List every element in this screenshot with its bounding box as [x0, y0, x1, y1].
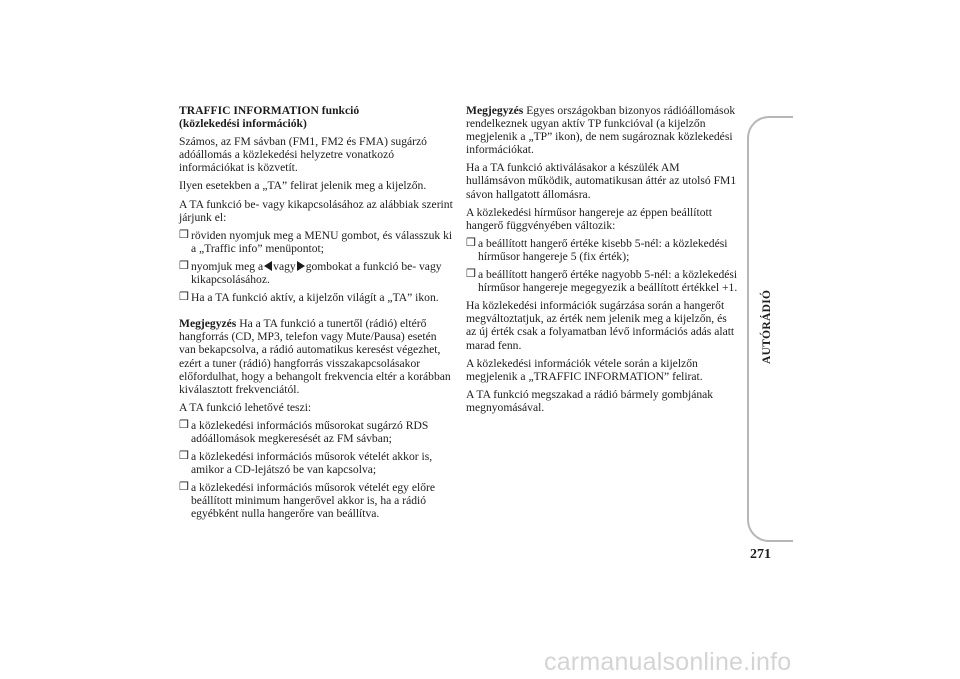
list-item	[466, 268, 738, 294]
paragraph: A TA funkció be- vagy kikapcsolásához az alábbiak szerint járjunk el:	[179, 197, 453, 224]
note-text: Ha a TA funkció a tunertől (rádió) eltérő hangforrás (CD, MP3, telefon vagy Mute/Pausa) esetén van bekapcsolva, a rádió automatikus keresést végezhet, ezért a tuner (rádió) hangforrás visszakapcsolásakor előfordulhat, hogy a behangolt frekvencia eltér a korábban kiválasztott frekvenciától.	[179, 317, 451, 396]
list-item	[179, 229, 453, 255]
paragraph: Számos, az FM sávban (FM1, FM2 és FMA) sugárzó adóállomás a közlekedési helyzetre vonatkozó információkat is közvetít.	[179, 135, 427, 175]
heading-line-2: (közlekedési információk)	[179, 117, 307, 131]
list-item-text: a közlekedési információs műsorok vételét egy előre beállított minimum hangerővel akkor is, ha a rádió egyébként nulla hangerőre van beállítva.	[191, 481, 436, 521]
checkbox-bullet-icon: ❒	[179, 228, 189, 241]
paragraph: Ha közlekedési információk sugárzása során a hangerőt megváltoztatjuk, az érték nem jelenik meg a kijelzőn, és az új érték csak a folyamatban lévő információs adás alatt marad fenn.	[466, 299, 735, 352]
triangle-right-icon	[297, 261, 305, 271]
list-item-text: Ha a TA funkció aktív, a kijelzőn világít a „TA” ikon.	[191, 291, 439, 305]
checkbox-bullet-icon: ❒	[466, 268, 476, 281]
watermark: carmanualsonline.info	[544, 648, 792, 676]
heading-line-1: TRAFFIC INFORMATION funkció	[179, 104, 360, 117]
list-item-text: röviden nyomjuk meg a MENU gombot, és válasszuk ki a „Traffic info” menüpontot;	[191, 228, 453, 255]
list-item	[179, 291, 453, 304]
list-item	[179, 419, 453, 445]
section-title	[757, 289, 777, 368]
paragraph: A TA funkció megszakad a rádió bármely gombjának megnyomásával.	[466, 387, 714, 414]
checkbox-bullet-icon: ❒	[179, 291, 189, 304]
paragraph: A közlekedési információk vétele során a kijelzőn megjelenik a „TRAFFIC INFORMATION” felirat.	[466, 356, 703, 383]
note-label: Megjegyzés	[466, 104, 524, 117]
list-item-text: a beállított hangerő értéke nagyobb 5-nél: a közlekedési hírműsor hangereje megegyezik a beállított értékkel +1.	[478, 268, 738, 295]
right-column	[466, 104, 738, 419]
page-number: 271	[750, 547, 771, 562]
checkbox-bullet-icon: ❒	[179, 259, 189, 272]
section-title-text: AUTÓRÁDIÓ	[761, 289, 773, 364]
list-item-text-post: gombokat a funkció be- vagy kikapcsolásához.	[191, 259, 442, 287]
section-heading	[179, 104, 453, 130]
checkbox-bullet-icon: ❒	[179, 418, 189, 431]
checkbox-bullet-icon: ❒	[179, 481, 189, 494]
list-item	[179, 260, 453, 286]
checkbox-bullet-icon: ❒	[179, 450, 189, 463]
checkbox-bullet-icon: ❒	[466, 236, 476, 249]
list-item	[179, 450, 453, 476]
list-item-text: a közlekedési információs műsorok vételét akkor is, amikor a CD-lejátszó be van kapcsolva;	[191, 450, 433, 477]
note-paragraph	[466, 104, 738, 156]
list-item	[466, 237, 738, 263]
paragraph: A közlekedési hírműsor hangereje az éppen beállított hangerő függvényében változik:	[466, 205, 712, 232]
list-item-text: a közlekedési információs műsorokat sugárzó RDS adóállomások megkeresését az FM sávban;	[191, 418, 429, 445]
paragraph: Ilyen esetekben a „TA” felirat jelenik meg a kijelzőn.	[179, 179, 427, 193]
left-column	[179, 104, 453, 526]
paragraph: A TA funkció lehetővé teszi:	[179, 400, 312, 414]
list-item-text: a beállított hangerő értéke kisebb 5-nél: a közlekedési hírműsor hangereje 5 (fix érték);	[478, 236, 728, 263]
triangle-left-icon	[264, 261, 272, 271]
note-text: Egyes országokban bizonyos rádióállomások rendelkeznek ugyan aktív TP funkcióval (a kijelzőn megjelenik a „TP” ikon), de nem sugároznak közlekedési információkat.	[466, 104, 736, 157]
list-item	[179, 481, 453, 520]
note-label: Megjegyzés	[179, 317, 237, 331]
list-item-text-mid: vagy	[273, 259, 296, 273]
note-paragraph	[179, 317, 453, 396]
list-item-text-pre: nyomjuk meg a	[191, 259, 264, 273]
paragraph: Ha a TA funkció aktiválásakor a készülék AM hullámsávon működik, automatikusan áttér az utolsó FM1 sávon hallgatott állomásra.	[466, 161, 737, 201]
